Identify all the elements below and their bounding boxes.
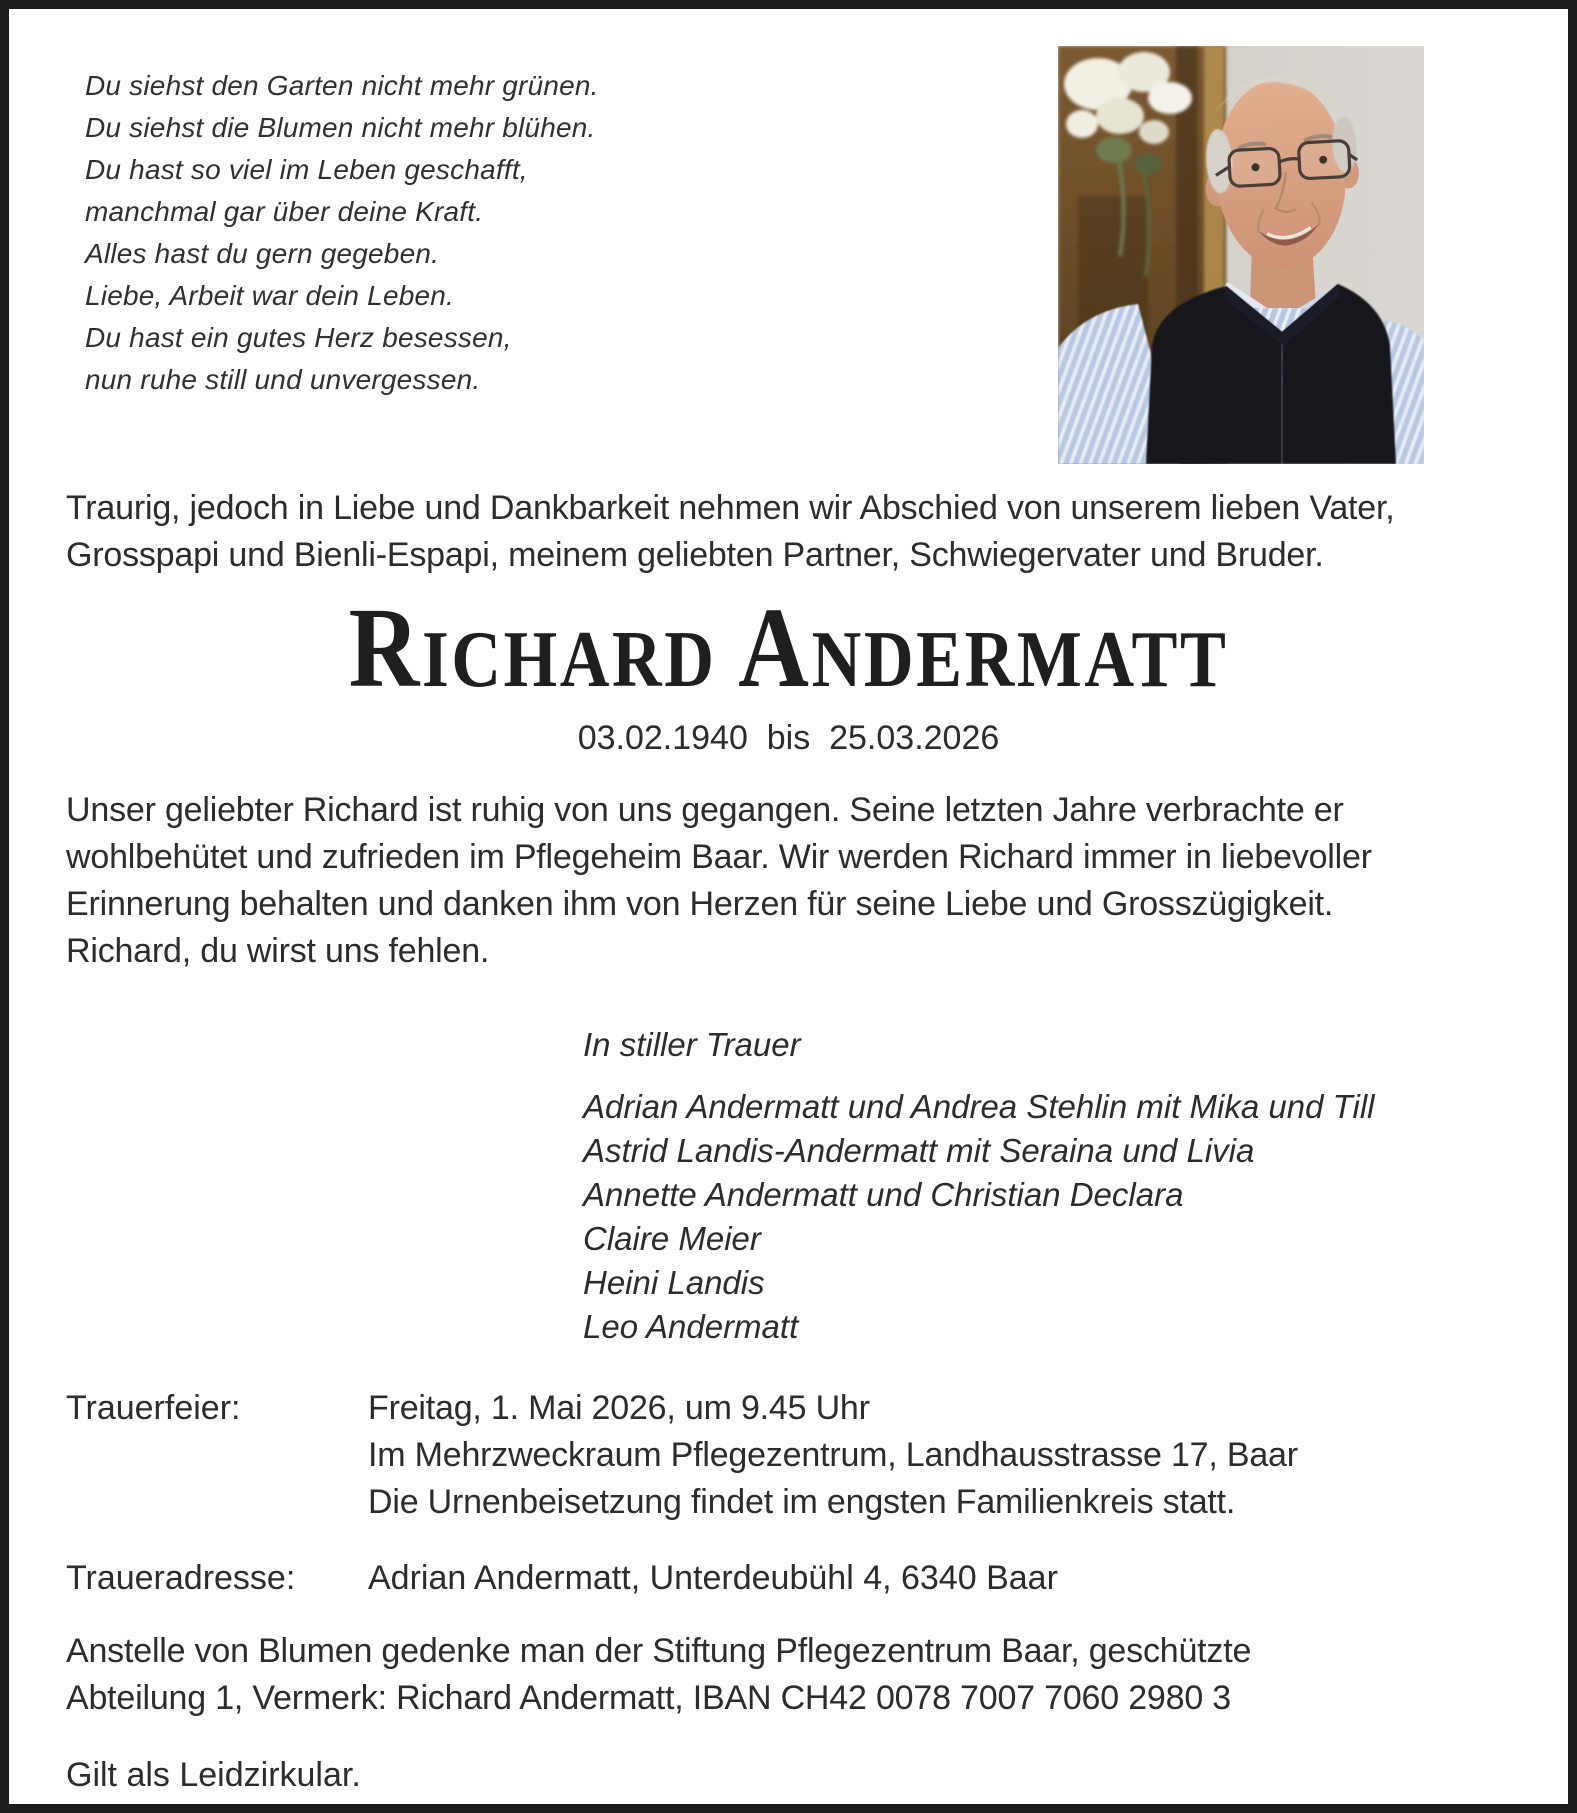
poem-line: Du hast so viel im Leben geschafft, bbox=[85, 154, 528, 185]
mourner-name: Claire Meier bbox=[583, 1220, 761, 1257]
donation-paragraph bbox=[66, 1628, 1251, 1722]
mourner-name: Leo Andermatt bbox=[583, 1308, 799, 1345]
obituary-line: wohlbehütet und zufrieden im Pflegeheim Baar. Wir werden Richard immer in liebevoller bbox=[66, 838, 1372, 876]
funeral-line: Im Mehrzweckraum Pflegezentrum, Landhausstrasse 17, Baar bbox=[368, 1436, 1298, 1474]
condolence-heading: In stiller Trauer bbox=[583, 1026, 801, 1063]
address-value: Adrian Andermatt, Unterdeubühl 4, 6340 Baar bbox=[368, 1559, 1058, 1597]
poem-line: Liebe, Arbeit war dein Leben. bbox=[85, 280, 455, 311]
funeral-label: Trauerfeier: bbox=[66, 1389, 241, 1427]
poem-line: Du hast ein gutes Herz besessen, bbox=[85, 322, 512, 353]
poem-line: Alles hast du gern gegeben. bbox=[85, 238, 440, 269]
intro-line: Grosspapi und Bienli-Espapi, meinem geliebten Partner, Schwiegervater und Bruder. bbox=[66, 536, 1324, 574]
deceased-name: Richard Andermatt bbox=[348, 584, 1229, 711]
mourner-names bbox=[583, 1085, 1374, 1349]
poem-line: manchmal gar über deine Kraft. bbox=[85, 196, 484, 227]
mourner-name: Adrian Andermatt und Andrea Stehlin mit Mika und Till bbox=[583, 1088, 1375, 1125]
intro-paragraph bbox=[66, 485, 1394, 579]
obituary-line: Richard, du wirst uns fehlen. bbox=[66, 932, 490, 970]
funeral-details bbox=[368, 1385, 1298, 1526]
donation-line: Anstelle von Blumen gedenke man der Stiftung Pflegezentrum Baar, geschützte bbox=[66, 1632, 1252, 1670]
address-label: Traueradresse: bbox=[66, 1559, 296, 1597]
obituary-paragraph bbox=[66, 787, 1372, 975]
poem-line: nun ruhe still und unvergessen. bbox=[85, 364, 481, 395]
memorial-poem bbox=[85, 65, 599, 401]
poem-line: Du siehst den Garten nicht mehr grünen. bbox=[85, 70, 599, 101]
funeral-line: Freitag, 1. Mai 2026, um 9.45 Uhr bbox=[368, 1389, 870, 1427]
mourner-name: Heini Landis bbox=[583, 1264, 765, 1301]
donation-line: Abteilung 1, Vermerk: Richard Andermatt, IBAN CH42 0078 7007 7060 2980 3 bbox=[66, 1679, 1231, 1717]
intro-line: Traurig, jedoch in Liebe und Dankbarkeit nehmen wir Abschied von unserem lieben Vater, bbox=[66, 489, 1395, 527]
poem-line: Du siehst die Blumen nicht mehr blühen. bbox=[85, 112, 596, 143]
mourner-name: Annette Andermatt und Christian Declara bbox=[583, 1176, 1184, 1213]
mourner-name: Astrid Landis-Andermatt mit Seraina und Livia bbox=[583, 1132, 1255, 1169]
closing-note: Gilt als Leidzirkular. bbox=[66, 1756, 361, 1794]
life-dates: 03.02.1940 bis 25.03.2026 bbox=[577, 719, 1000, 757]
portrait-photo bbox=[1058, 46, 1424, 464]
obituary-line: Unser geliebter Richard ist ruhig von uns gegangen. Seine letzten Jahre verbrachte er bbox=[66, 791, 1344, 829]
funeral-line: Die Urnenbeisetzung findet im engsten Familienkreis statt. bbox=[368, 1483, 1236, 1521]
condolence-block bbox=[583, 1021, 1374, 1349]
obituary-line: Erinnerung behalten und danken ihm von Herzen für seine Liebe und Grosszügigkeit. bbox=[66, 885, 1334, 923]
deceased-name-title bbox=[9, 584, 1568, 711]
